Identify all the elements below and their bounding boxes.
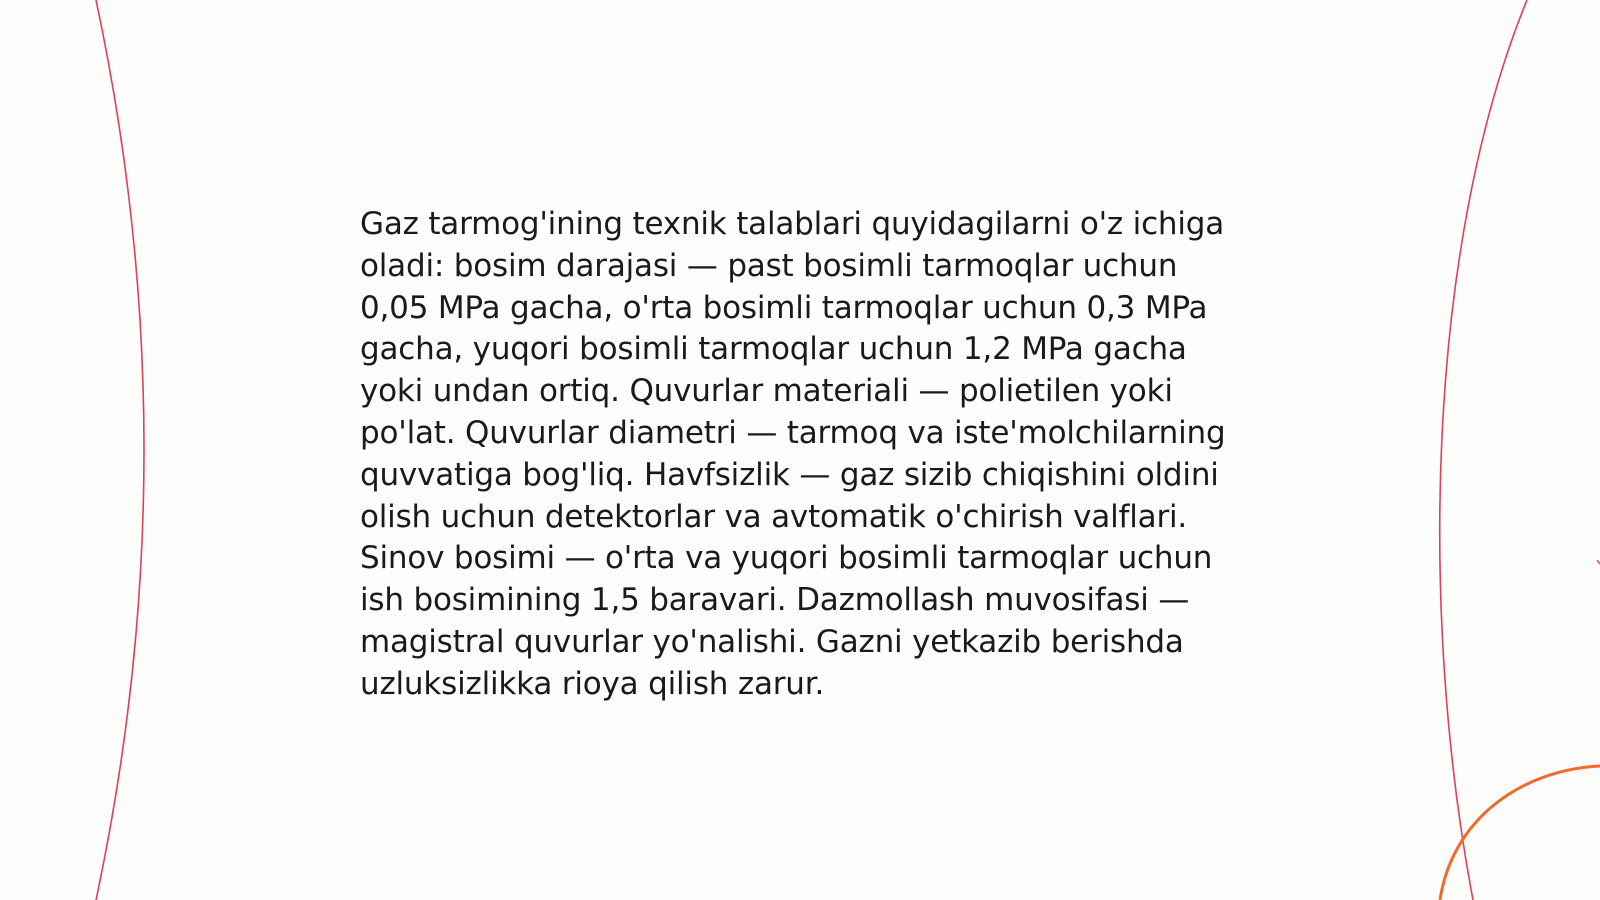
right-arc-line	[1440, 0, 1527, 900]
slide-body-text: Gaz tarmog'ining texnik talablari quyidagilarni o'z ichiga oladi: bosim darajasi — past bosimli tarmoqlar uchun 0,05 MPa gacha, o'rta bosimli tarmoqlar uchun 0,3 MPa gacha, yuqori bosimli tarmoqlar uchun 1,2 MPa gacha yoki undan ortiq. Quvurlar materiali — polietilen yoki po'lat. Quvurlar diametri — tarmoq va iste'molchilarning quvvatiga bog'liq. Havfsizlik — gaz sizib chiqishini oldini olish uchun detektorlar va avtomatik o'chirish valflari. Sinov bosimi — o'rta va yuqori bosimli tarmoqlar uchun ish bosimining 1,5 baravari. Dazmollash muvosifasi — magistral quvurlar yo'nalishi. Gazni yetkazib berishda uzluksizlikka rioya qilish zarur.	[360, 206, 1226, 702]
left-arc-line	[96, 0, 144, 900]
bottom-right-orange-arc	[1440, 766, 1600, 900]
